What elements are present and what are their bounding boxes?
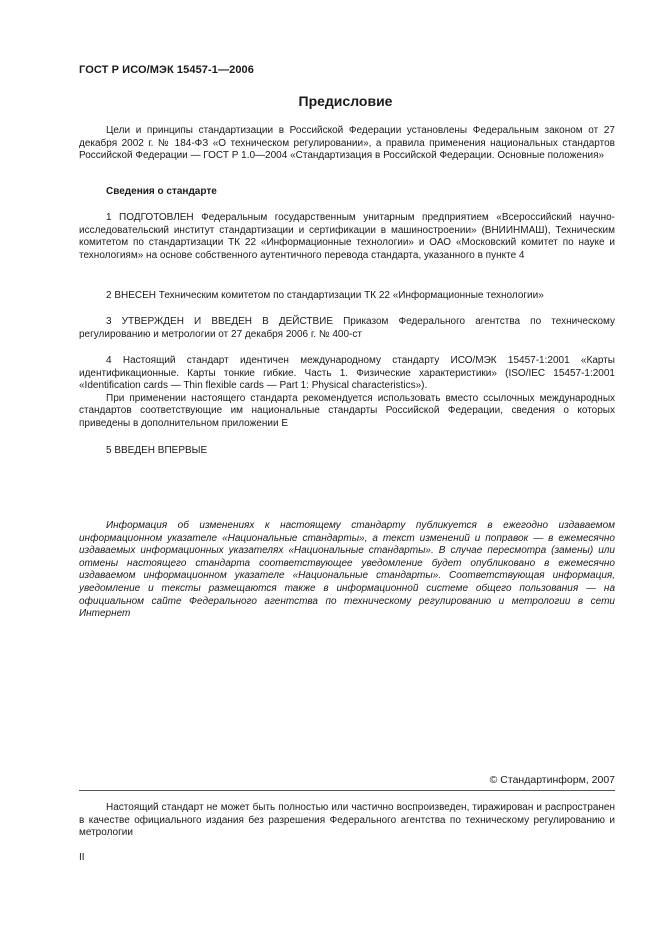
- item-5-section: [79, 445, 615, 458]
- subheading-section: [79, 186, 615, 199]
- footer-section: [79, 802, 615, 840]
- item-4: 4 Настоящий стандарт идентичен международному стандарту ИСО/МЭК 15457-1:2001 «Карты идентификационные. Карты тонкие гибкие. Часть 1. Физические характеристики» (ISO/IEC 15457-1:2001 «Identification cards — Thin flexible cards — Part 1: Physical characteristics»).: [79, 355, 615, 392]
- document-header: ГОСТ Р ИСО/МЭК 15457-1—2006: [79, 64, 254, 76]
- page-title: Предисловие: [298, 93, 393, 109]
- footer-notice: Настоящий стандарт не может быть полностью или частично воспроизведен, тиражирован и распространен в качестве официального издания без разрешения Федерального агентства по техническому регулированию и метрологии: [79, 802, 615, 839]
- intro-section: [79, 125, 615, 163]
- item-2: 2 ВНЕСЕН Техническим комитетом по стандартизации ТК 22 «Информационные технологии»: [106, 290, 544, 301]
- item-3: 3 УТВЕРЖДЕН И ВВЕДЕН В ДЕЙСТВИЕ Приказом Федерального агентства по техническому регулированию и метрологии от 27 декабря 2006 г. № 400-ст: [79, 316, 615, 340]
- item-2-section: [79, 290, 615, 303]
- subheading: Сведения о стандарте: [106, 186, 217, 197]
- page-number: II: [79, 852, 85, 863]
- item-4-note: При применении настоящего стандарта рекомендуется использовать вместо ссылочных международных стандартов соответствующие им национальные стандарты Российской Федерации, сведения о которых приведены в дополнительном приложении Е: [79, 392, 615, 429]
- intro-paragraph: Цели и принципы стандартизации в Российской Федерации установлены Федеральным законом от 27 декабря 2002 г. № 184-ФЗ «О техническом регулировании», а правила применения национальных стандартов Российской Федерации — ГОСТ Р 1.0—2004 «Стандартизация в Российской Федерации. Основные положения»: [79, 125, 615, 162]
- divider: [79, 790, 615, 791]
- item-1-section: [79, 212, 615, 262]
- copyright: © Стандартинформ, 2007: [489, 774, 615, 786]
- item-3-section: [79, 316, 615, 341]
- item-5: 5 ВВЕДЕН ВПЕРВЫЕ: [106, 445, 208, 456]
- item-4-section: [79, 355, 615, 431]
- item-1: 1 ПОДГОТОВЛЕН Федеральным государственным унитарным предприятием «Всероссийский научно-исследовательский институт стандартизации и сертификации в машиностроении» (ВНИИНМАШ), Техническим комитетом по стандартизации ТК 22 «Информационные технологии» и ОАО «Московский комитет по науке и технологиям» на основе собственного аутентичного перевода стандарта, указанного в пункте 4: [79, 212, 615, 261]
- notice-section: [79, 520, 615, 621]
- notice-paragraph: Информация об изменениях к настоящему стандарту публикуется в ежегодно издаваемом информационном указателе «Национальные стандарты», а текст изменений и поправок — в ежемесячно издаваемых информационных указателях «Национальные стандарты». В случае пересмотра (замены) или отмены настоящего стандарта соответствующее уведомление будет опубликовано в ежемесячно издаваемом информационном указателе «Национальные стандарты». Соответствующая информация, уведомление и тексты размещаются также в информационной системе общего пользования — на официальном сайте Федерального агентства по техническому регулированию и метрологии в сети Интернет: [79, 520, 615, 620]
